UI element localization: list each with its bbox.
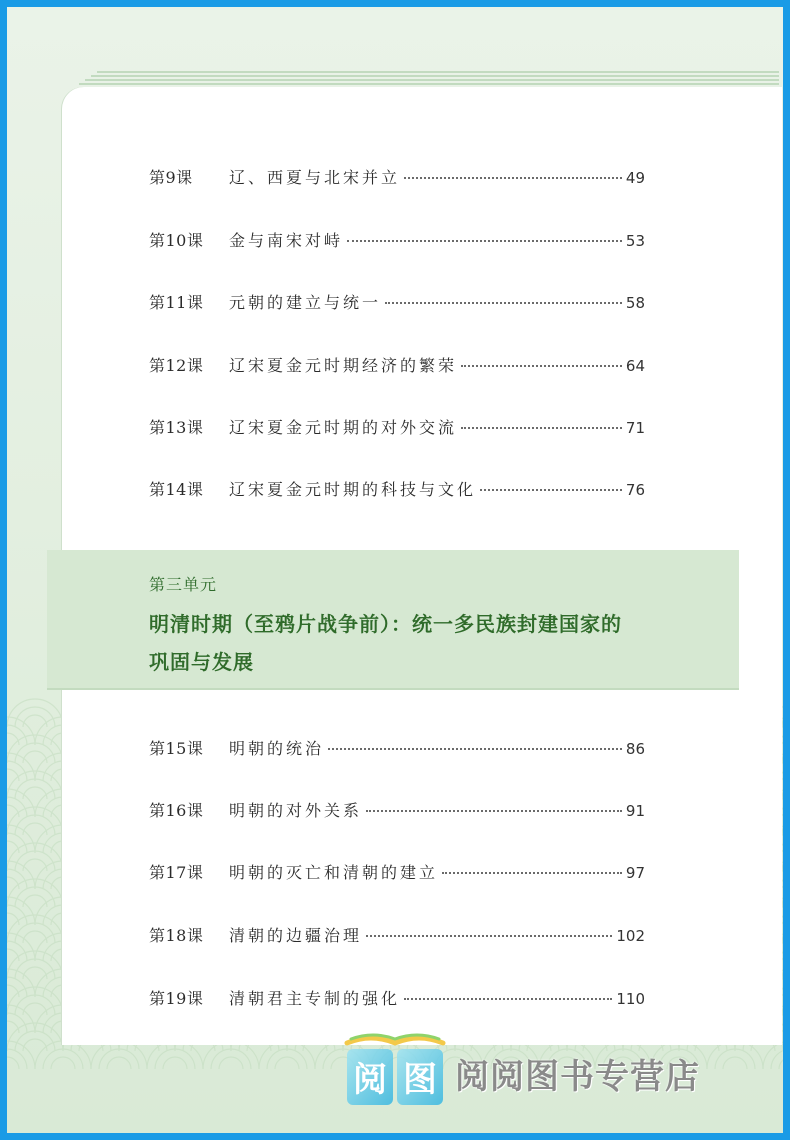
lesson-number: 第19课 xyxy=(149,989,204,1008)
wave-arc xyxy=(15,779,55,799)
toc-row[interactable] xyxy=(149,228,645,254)
wave-arc xyxy=(779,1057,790,1069)
lesson-title: 辽宋夏金元时期的科技与文化 xyxy=(229,480,477,499)
toc-row[interactable] xyxy=(149,290,645,316)
lesson-title: 明朝的统治 xyxy=(229,739,325,758)
page-number: 53 xyxy=(625,232,645,250)
page-number: 86 xyxy=(625,740,645,758)
wave-arc xyxy=(15,1031,55,1051)
wave-arc xyxy=(275,1057,299,1069)
lesson-title: 金与南宋对峙 xyxy=(229,231,344,250)
toc-row[interactable] xyxy=(149,860,645,886)
svg-text:图: 图 xyxy=(403,1060,437,1100)
wave-arc xyxy=(15,887,55,907)
wave-arc xyxy=(7,1057,19,1069)
toc-row[interactable] xyxy=(149,415,645,441)
wave-arc xyxy=(15,959,55,979)
dot-leader xyxy=(347,240,622,242)
wave-arc xyxy=(211,1049,251,1069)
lesson-number: 第17课 xyxy=(149,863,204,882)
lesson-title: 辽、西夏与北宋并立 xyxy=(229,168,401,187)
wave-arc xyxy=(7,877,19,889)
page-number: 71 xyxy=(625,419,645,437)
lesson-number: 第14课 xyxy=(149,480,204,499)
lesson-title: 元朝的建立与统一 xyxy=(229,293,382,312)
page-number: 58 xyxy=(625,294,645,312)
page-number: 76 xyxy=(625,481,645,499)
page-number: 97 xyxy=(625,864,645,882)
dot-leader xyxy=(461,427,622,429)
lesson-number: 第15课 xyxy=(149,739,204,758)
store-watermark xyxy=(343,1027,763,1107)
wave-arc xyxy=(7,949,19,961)
store-name: 阅阅图书专营店 xyxy=(455,1057,700,1097)
dot-leader xyxy=(461,365,622,367)
toc-row[interactable] xyxy=(149,353,645,379)
wave-arc xyxy=(7,769,19,781)
wave-arc xyxy=(7,985,19,997)
lesson-title: 明朝的对外关系 xyxy=(229,801,363,820)
page-number: 102 xyxy=(616,927,645,945)
unit-title-line: 明清时期（至鸦片战争前）：统一多民族封建国家的 xyxy=(149,612,622,636)
wave-arc xyxy=(51,1057,75,1069)
lesson-number: 第12课 xyxy=(149,356,204,375)
wave-arc xyxy=(267,1049,307,1069)
page-number: 91 xyxy=(625,802,645,820)
wave-arc xyxy=(15,923,55,943)
lesson-title: 辽宋夏金元时期的对外交流 xyxy=(229,418,458,437)
dot-leader xyxy=(328,748,622,750)
wave-arc xyxy=(7,1049,27,1069)
lesson-number: 第11课 xyxy=(149,293,204,312)
toc-row[interactable] xyxy=(149,736,645,762)
toc-row[interactable] xyxy=(149,165,645,191)
lesson-title: 清朝的边疆治理 xyxy=(229,926,363,945)
wave-arc xyxy=(15,995,55,1015)
dot-leader xyxy=(385,302,622,304)
lesson-title: 辽宋夏金元时期经济的繁荣 xyxy=(229,356,458,375)
lesson-number: 第13课 xyxy=(149,418,204,437)
dot-leader xyxy=(480,489,622,491)
toc-row[interactable] xyxy=(149,798,645,824)
wave-arc xyxy=(15,743,55,763)
wave-arc xyxy=(7,805,19,817)
wave-arc xyxy=(155,1049,195,1069)
wave-arc xyxy=(43,1049,83,1069)
unit-label: 第三单元 xyxy=(149,575,218,594)
dot-leader xyxy=(366,810,622,812)
lesson-title: 清朝君主专制的强化 xyxy=(229,989,401,1008)
wave-arc xyxy=(163,1057,187,1069)
lesson-number: 第10课 xyxy=(149,231,204,250)
wave-arc xyxy=(219,1057,243,1069)
svg-text:阅: 阅 xyxy=(353,1060,387,1100)
dot-leader xyxy=(404,177,622,179)
lesson-number: 第18课 xyxy=(149,926,204,945)
toc-row[interactable] xyxy=(149,986,645,1012)
wave-arc xyxy=(107,1057,131,1069)
wave-arc xyxy=(771,1049,790,1069)
book-store-logo-icon xyxy=(343,1033,447,1107)
lesson-title: 明朝的灭亡和清朝的建立 xyxy=(229,863,439,882)
page-number: 49 xyxy=(625,169,645,187)
wave-arc xyxy=(15,707,55,727)
wave-arc xyxy=(15,851,55,871)
lesson-number: 第9课 xyxy=(149,168,193,187)
unit-title[interactable] xyxy=(149,605,729,681)
decorative-top-lines xyxy=(79,71,779,85)
wave-arc xyxy=(15,815,55,835)
toc-row[interactable] xyxy=(149,477,645,503)
wave-arc xyxy=(7,841,19,853)
page-number: 64 xyxy=(625,357,645,375)
wave-arc xyxy=(99,1049,139,1069)
dot-leader xyxy=(404,998,612,1000)
wave-arc xyxy=(7,1021,19,1033)
wave-arc xyxy=(7,913,19,925)
dot-leader xyxy=(366,935,612,937)
lesson-number: 第16课 xyxy=(149,801,204,820)
unit-title-line: 巩固与发展 xyxy=(149,650,254,674)
wave-arc xyxy=(7,733,19,745)
page-number: 110 xyxy=(616,990,645,1008)
toc-row[interactable] xyxy=(149,923,645,949)
dot-leader xyxy=(442,872,622,874)
